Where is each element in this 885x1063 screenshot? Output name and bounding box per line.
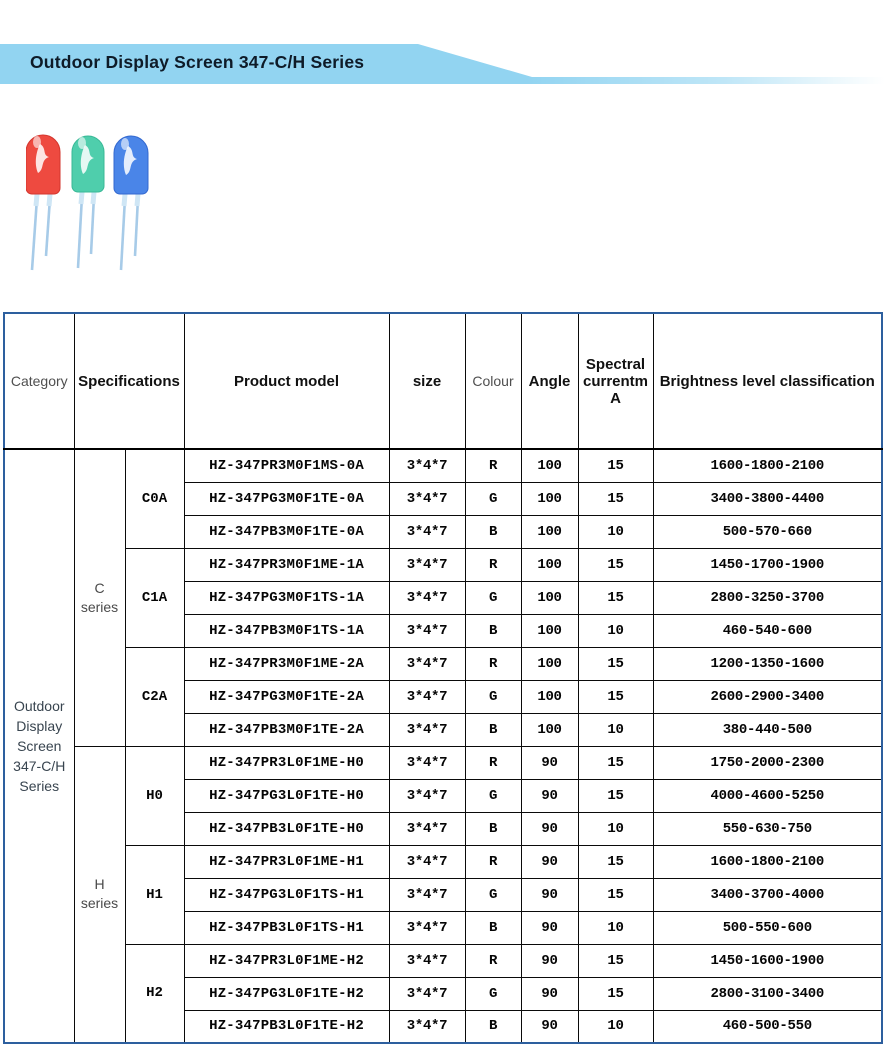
- spec-table: [3, 312, 883, 1044]
- size-cell: 3*4*7: [389, 647, 465, 680]
- angle-cell: 100: [521, 647, 578, 680]
- brightness-cell: 1750-2000-2300: [653, 746, 882, 779]
- series-cell: H series: [74, 746, 125, 1043]
- brightness-cell: 1600-1800-2100: [653, 845, 882, 878]
- product-model-cell: HZ-347PB3L0F1TS-H1: [184, 911, 389, 944]
- spectral-cell: 10: [578, 812, 653, 845]
- colour-cell: B: [465, 1010, 521, 1043]
- colour-cell: B: [465, 515, 521, 548]
- size-cell: 3*4*7: [389, 548, 465, 581]
- product-model-cell: HZ-347PR3M0F1ME-2A: [184, 647, 389, 680]
- colour-cell: R: [465, 449, 521, 482]
- brightness-cell: 500-570-660: [653, 515, 882, 548]
- colour-cell: R: [465, 647, 521, 680]
- angle-cell: 90: [521, 779, 578, 812]
- spectral-cell: 10: [578, 515, 653, 548]
- colour-cell: G: [465, 482, 521, 515]
- size-cell: 3*4*7: [389, 911, 465, 944]
- blue-led-icon: [114, 136, 148, 270]
- colour-cell: B: [465, 713, 521, 746]
- spectral-cell: 15: [578, 746, 653, 779]
- col-header-colour: Colour: [465, 313, 521, 449]
- colour-cell: G: [465, 878, 521, 911]
- size-cell: 3*4*7: [389, 680, 465, 713]
- spectral-cell: 15: [578, 647, 653, 680]
- col-header-angle: Angle: [521, 313, 578, 449]
- led-product-image: [26, 130, 161, 278]
- brightness-cell: 550-630-750: [653, 812, 882, 845]
- angle-cell: 100: [521, 581, 578, 614]
- brightness-cell: 2800-3250-3700: [653, 581, 882, 614]
- product-model-cell: HZ-347PB3L0F1TE-H0: [184, 812, 389, 845]
- size-cell: 3*4*7: [389, 614, 465, 647]
- angle-cell: 100: [521, 614, 578, 647]
- colour-cell: G: [465, 779, 521, 812]
- size-cell: 3*4*7: [389, 449, 465, 482]
- product-model-cell: HZ-347PG3L0F1TE-H2: [184, 977, 389, 1010]
- size-cell: 3*4*7: [389, 779, 465, 812]
- spectral-cell: 15: [578, 482, 653, 515]
- series-cell: C series: [74, 449, 125, 746]
- spec-code-cell: H0: [125, 746, 184, 845]
- product-model-cell: HZ-347PR3M0F1ME-1A: [184, 548, 389, 581]
- spectral-cell: 10: [578, 911, 653, 944]
- product-model-cell: HZ-347PB3M0F1TE-2A: [184, 713, 389, 746]
- spec-code-cell: H1: [125, 845, 184, 944]
- spec-code-cell: C0A: [125, 449, 184, 548]
- product-model-cell: HZ-347PG3M0F1TE-2A: [184, 680, 389, 713]
- angle-cell: 90: [521, 878, 578, 911]
- size-cell: 3*4*7: [389, 746, 465, 779]
- col-header-product-model: Product model: [184, 313, 389, 449]
- angle-cell: 90: [521, 911, 578, 944]
- size-cell: 3*4*7: [389, 878, 465, 911]
- brightness-cell: 4000-4600-5250: [653, 779, 882, 812]
- brightness-cell: 3400-3800-4400: [653, 482, 882, 515]
- angle-cell: 100: [521, 515, 578, 548]
- brightness-cell: 2600-2900-3400: [653, 680, 882, 713]
- brightness-cell: 2800-3100-3400: [653, 977, 882, 1010]
- colour-cell: B: [465, 911, 521, 944]
- product-model-cell: HZ-347PB3L0F1TE-H2: [184, 1010, 389, 1043]
- product-model-cell: HZ-347PR3L0F1ME-H2: [184, 944, 389, 977]
- colour-cell: R: [465, 845, 521, 878]
- angle-cell: 100: [521, 548, 578, 581]
- product-model-cell: HZ-347PG3M0F1TE-0A: [184, 482, 389, 515]
- col-header-category: Category: [4, 313, 74, 449]
- product-model-cell: HZ-347PG3L0F1TS-H1: [184, 878, 389, 911]
- col-header-specifications: Specifications: [74, 313, 184, 449]
- angle-cell: 90: [521, 812, 578, 845]
- brightness-cell: 3400-3700-4000: [653, 878, 882, 911]
- colour-cell: R: [465, 746, 521, 779]
- spectral-cell: 15: [578, 449, 653, 482]
- spectral-cell: 15: [578, 680, 653, 713]
- page-title: Outdoor Display Screen 347-C/H Series: [30, 52, 365, 72]
- category-cell: Outdoor Display Screen 347-C/H Series: [4, 449, 74, 1043]
- brightness-cell: 380-440-500: [653, 713, 882, 746]
- spectral-cell: 10: [578, 713, 653, 746]
- product-model-cell: HZ-347PG3L0F1TE-H0: [184, 779, 389, 812]
- size-cell: 3*4*7: [389, 944, 465, 977]
- spectral-cell: 15: [578, 977, 653, 1010]
- angle-cell: 90: [521, 845, 578, 878]
- green-led-icon: [72, 136, 104, 268]
- product-model-cell: HZ-347PR3M0F1MS-0A: [184, 449, 389, 482]
- angle-cell: 100: [521, 713, 578, 746]
- product-model-cell: HZ-347PB3M0F1TE-0A: [184, 515, 389, 548]
- colour-cell: G: [465, 581, 521, 614]
- colour-cell: G: [465, 977, 521, 1010]
- spectral-cell: 15: [578, 581, 653, 614]
- brightness-cell: 1600-1800-2100: [653, 449, 882, 482]
- product-model-cell: HZ-347PR3L0F1ME-H0: [184, 746, 389, 779]
- banner-fade-strip: [526, 77, 885, 84]
- spectral-cell: 15: [578, 845, 653, 878]
- brightness-cell: 1200-1350-1600: [653, 647, 882, 680]
- product-model-cell: HZ-347PG3M0F1TS-1A: [184, 581, 389, 614]
- angle-cell: 90: [521, 746, 578, 779]
- spectral-cell: 15: [578, 779, 653, 812]
- angle-cell: 90: [521, 977, 578, 1010]
- col-header-brightness: Brightness level classification: [653, 313, 882, 449]
- size-cell: 3*4*7: [389, 812, 465, 845]
- size-cell: 3*4*7: [389, 482, 465, 515]
- angle-cell: 100: [521, 680, 578, 713]
- brightness-cell: 500-550-600: [653, 911, 882, 944]
- brightness-cell: 460-540-600: [653, 614, 882, 647]
- colour-cell: B: [465, 614, 521, 647]
- size-cell: 3*4*7: [389, 845, 465, 878]
- spec-code-cell: C1A: [125, 548, 184, 647]
- brightness-cell: 460-500-550: [653, 1010, 882, 1043]
- product-model-cell: HZ-347PR3L0F1ME-H1: [184, 845, 389, 878]
- size-cell: 3*4*7: [389, 977, 465, 1010]
- angle-cell: 100: [521, 449, 578, 482]
- size-cell: 3*4*7: [389, 581, 465, 614]
- size-cell: 3*4*7: [389, 515, 465, 548]
- col-header-spectral: Spectral currentm A: [578, 313, 653, 449]
- col-header-size: size: [389, 313, 465, 449]
- brightness-cell: 1450-1600-1900: [653, 944, 882, 977]
- spectral-cell: 15: [578, 944, 653, 977]
- spectral-cell: 15: [578, 878, 653, 911]
- colour-cell: B: [465, 812, 521, 845]
- colour-cell: R: [465, 944, 521, 977]
- size-cell: 3*4*7: [389, 713, 465, 746]
- colour-cell: R: [465, 548, 521, 581]
- spectral-cell: 10: [578, 1010, 653, 1043]
- angle-cell: 90: [521, 1010, 578, 1043]
- spec-code-cell: C2A: [125, 647, 184, 746]
- product-model-cell: HZ-347PB3M0F1TS-1A: [184, 614, 389, 647]
- spec-code-cell: H2: [125, 944, 184, 1043]
- brightness-cell: 1450-1700-1900: [653, 548, 882, 581]
- size-cell: 3*4*7: [389, 1010, 465, 1043]
- angle-cell: 90: [521, 944, 578, 977]
- angle-cell: 100: [521, 482, 578, 515]
- spectral-cell: 15: [578, 548, 653, 581]
- spectral-cell: 10: [578, 614, 653, 647]
- colour-cell: G: [465, 680, 521, 713]
- red-led-icon: [26, 135, 60, 270]
